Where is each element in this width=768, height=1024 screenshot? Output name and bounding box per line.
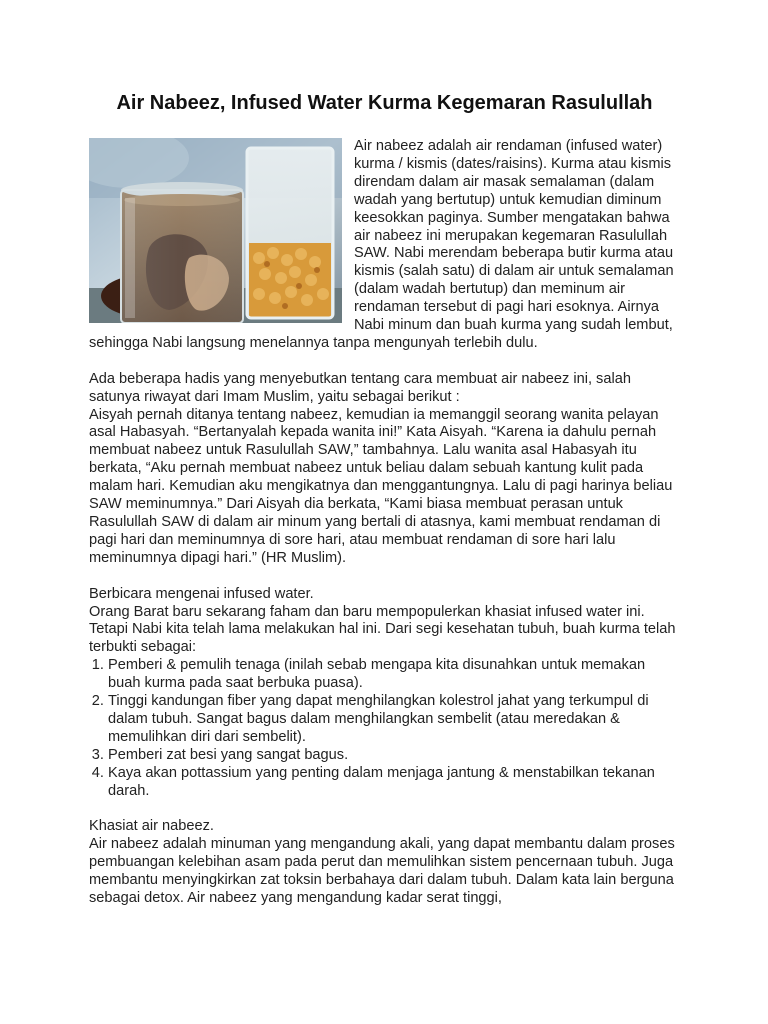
hadith-intro-paragraph: Ada beberapa hadis yang menyebutkan tentang cara membuat air nabeez ini, salah satunya riwayat dari Imam Muslim, yaitu sebagai berikut :: [89, 370, 631, 405]
paragraph-spacer: [89, 353, 680, 371]
list-item: 3. Pemberi zat besi yang sangat bagus.: [108, 747, 680, 765]
article-title: Air Nabeez, Infused Water Kurma Kegemaran Rasulullah: [116, 92, 653, 114]
benefits-list: [89, 657, 680, 800]
list-item: 2. Tinggi kandungan fiber yang dapat menghilangkan kolestrol jahat yang terkumpul di dalam tubuh. Sangat bagus dalam menghilangkan sembelit (atau meredakan & memulihkan diri dari sembelit).: [108, 693, 680, 747]
glasses-of-soaked-dates-and-raisins-photo: [89, 138, 342, 323]
infused-heading: Berbicara mengenai infused water.: [89, 585, 314, 602]
intro-paragraph: Air nabeez adalah air rendaman (infused water) kurma / kismis (dates/raisins). Kurma atau kismis direndam dalam air masak semalaman (dalam wadah yang bertutup) untuk kemudian diminum keesokkan paginya. Sumber mengatakan bahwa air nabeez ini merupakan kegemaran Rasulullah SAW. Nabi merendam beberapa butir kurma atau kismis (salah satu) di dalam air untuk semalaman (dalam wadah bertutup) dan meminum air rendaman tersebut di pagi hari esoknya. Airnya Nabi minum dan buah kurma yang sudah lembut, sehingga Nabi langsung menelannya tanpa mengunyah terlebih dulu.: [89, 138, 674, 351]
paragraph-spacer: [89, 801, 680, 819]
glasses-photo: [89, 138, 342, 323]
hadith-paragraph: Aisyah pernah ditanya tentang nabeez, kemudian ia memanggil seorang wanita pelayan asal Habasyah. “Bertanyalah kepada wanita ini!” Kata Aisyah. “Karena ia dahulu pernah membuat nabeez untuk Rasulullah SAW,” tambahnya. Lalu wanita asal Habasyah itu berkata, “Aku pernah membuat nabeez untuk beliau dalam sebuah kantung kulit pada malam hari. Kemudian aku mengikatnya dan menggantungnya. Lalu di pagi harinya beliau SAW meminumnya.” Dari Aisyah dia berkata, “Kami biasa membuat perasan untuk Rasulullah SAW di dalam air minum yang bertali di atasnya, kami membuat rendaman di pagi hari dan meminumnya di sore hari, atau membuat rendaman di sore hari lalu meminumnya dipagi hari.” (HR Muslim).: [89, 406, 673, 566]
list-item: 1. Pemberi & pemulih tenaga (inilah sebab mengapa kita disunahkan untuk memakan buah kurma pada saat berbuka puasa).: [108, 657, 680, 693]
list-item: 4. Kaya akan pottassium yang penting dalam menjaga jantung & menstabilkan tekanan darah.: [108, 765, 680, 801]
khasiat-heading: Khasiat air nabeez.: [89, 818, 214, 835]
article-body: [89, 138, 680, 908]
khasiat-paragraph: Air nabeez adalah minuman yang mengandung akali, yang dapat membantu dalam proses pembuangan kelebihan asam pada perut dan memulihkan sistem pencernaan tubuh. Juga membantu menyingkirkan zat toksin berbahaya dari dalam tubuh. Dalam kata lain berguna sebagai detox. Air nabeez yang mengandung kadar serat tinggi,: [89, 836, 675, 907]
paragraph-spacer: [89, 568, 680, 586]
infused-paragraph: Orang Barat baru sekarang faham dan baru mempopulerkan khasiat infused water ini. Tetapi Nabi kita telah lama melakukan hal ini. Dari segi kesehatan tubuh, buah kurma telah terbukti sebagai:: [89, 603, 676, 656]
